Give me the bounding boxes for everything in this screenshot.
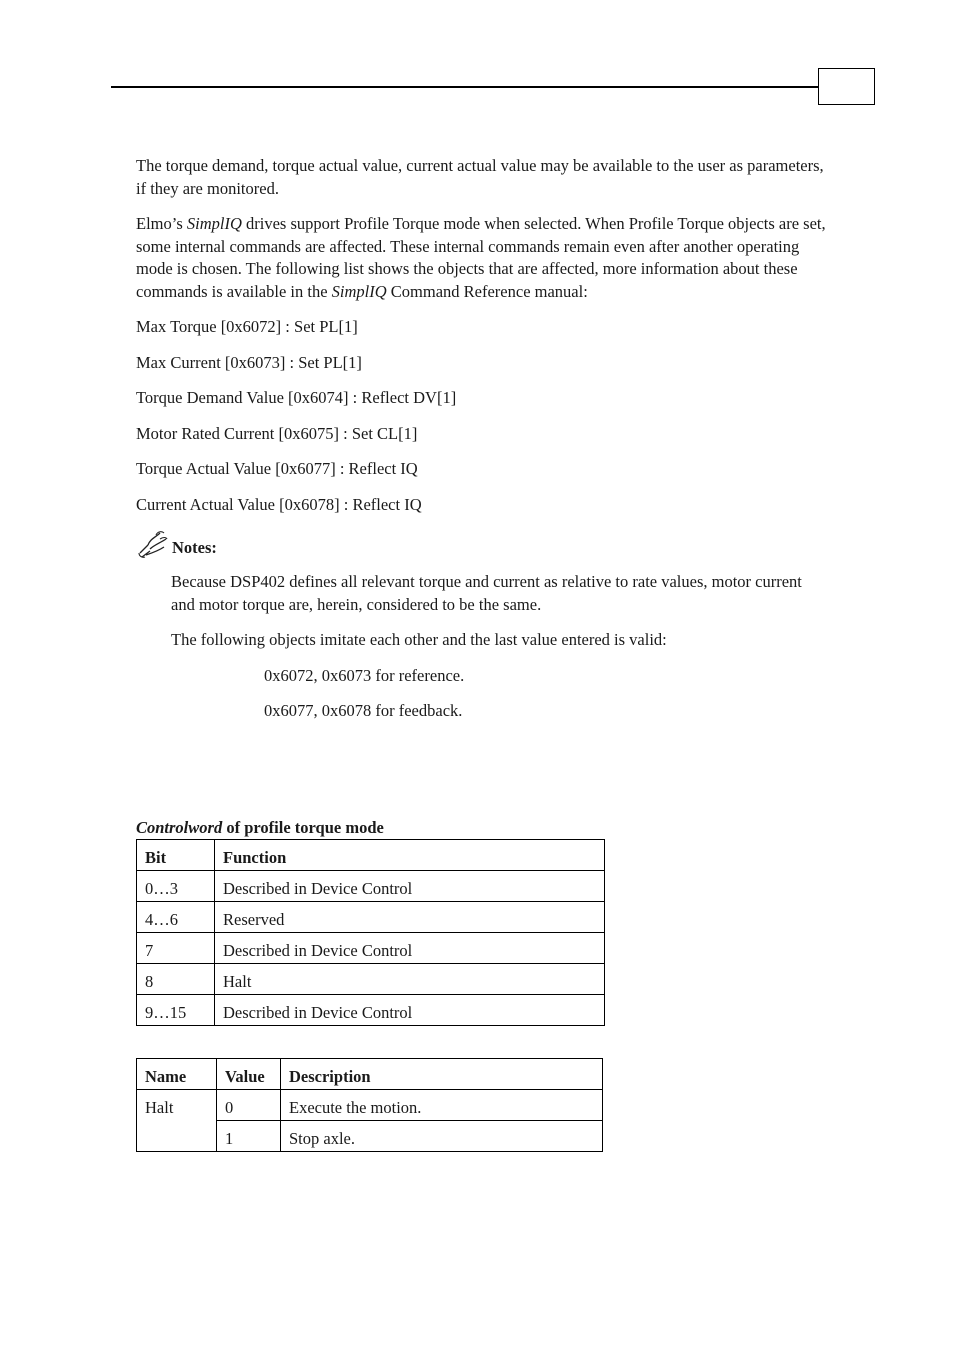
intro-text: Command Reference manual: (386, 281, 588, 301)
intro-text: Elmo’s (136, 214, 187, 233)
object-item: Motor Rated Current [0x6075] : Set CL[1] (136, 423, 418, 443)
table-cell: 0 (217, 1090, 281, 1121)
table-cell: 9…15 (137, 995, 215, 1026)
notes-label: Notes: (172, 538, 217, 557)
note-hand-icon (136, 529, 170, 559)
table-row (137, 995, 605, 1026)
table-cell: Halt (215, 964, 605, 995)
table-cell: Halt (137, 1090, 217, 1152)
main-content (136, 155, 826, 736)
intro-text: drives support Profile Torque mode when selected. When Profile Torque objects are set, some internal commands are affected. These internal commands remain even after another operating mode is chosen. The following list shows the objects that are affected, more information about these commands is available in the (136, 214, 826, 301)
table-cell: 1 (217, 1121, 281, 1152)
note-paragraph: The following objects imitate each other and the last value entered is valid: (171, 630, 667, 649)
table-header-cell: Bit (137, 840, 215, 871)
table-cell: Stop axle. (281, 1121, 603, 1152)
halt-table (136, 1058, 603, 1152)
table1-title-italic: Controlword (136, 818, 223, 837)
table-cell: Reserved (215, 902, 605, 933)
table-cell: Described in Device Control (215, 933, 605, 964)
table-cell: 0…3 (137, 871, 215, 902)
table1-title (136, 818, 384, 838)
header-rule (111, 86, 819, 88)
notes-header (136, 529, 826, 559)
table-header-cell: Description (281, 1059, 603, 1090)
table-header-cell: Value (217, 1059, 281, 1090)
intro-product: SimplIQ (186, 214, 242, 233)
table-header-cell: Function (215, 840, 605, 871)
note-reference: 0x6072, 0x6073 for reference. (264, 665, 465, 685)
intro-product: SimplIQ (331, 281, 387, 301)
notes-body (171, 571, 826, 723)
table1-title-rest: of profile torque mode (222, 818, 384, 837)
table-header-row (137, 1059, 603, 1090)
intro-paragraph-2 (136, 213, 826, 303)
object-item: Max Torque [0x6072] : Set PL[1] (136, 317, 358, 336)
object-item: Torque Actual Value [0x6077] : Reflect IQ (136, 459, 418, 478)
table-row (137, 933, 605, 964)
table-cell: Execute the motion. (281, 1090, 603, 1121)
table-row (137, 964, 605, 995)
table-cell: 8 (137, 964, 215, 995)
table-cell: Described in Device Control (215, 871, 605, 902)
table-cell: 7 (137, 933, 215, 964)
table-row (137, 902, 605, 933)
intro-paragraph-1: The torque demand, torque actual value, current actual value may be available to the user as parameters, if they are monitored. (136, 156, 824, 198)
table-cell: Described in Device Control (215, 995, 605, 1026)
table-row (137, 871, 605, 902)
page-number-box (818, 68, 875, 105)
table-row (137, 1090, 603, 1121)
table-header-row (137, 840, 605, 871)
table-header-cell: Name (137, 1059, 217, 1090)
object-item: Torque Demand Value [0x6074] : Reflect DV[1] (136, 388, 457, 407)
controlword-table (136, 839, 605, 1026)
table-cell: 4…6 (137, 902, 215, 933)
note-feedback: 0x6077, 0x6078 for feedback. (264, 701, 463, 720)
note-paragraph: Because DSP402 defines all relevant torque and current as relative to rate values, motor current and motor torque are, herein, considered to be the same. (171, 572, 802, 614)
object-item: Max Current [0x6073] : Set PL[1] (136, 352, 362, 372)
object-item: Current Actual Value [0x6078] : Reflect IQ (136, 494, 422, 514)
